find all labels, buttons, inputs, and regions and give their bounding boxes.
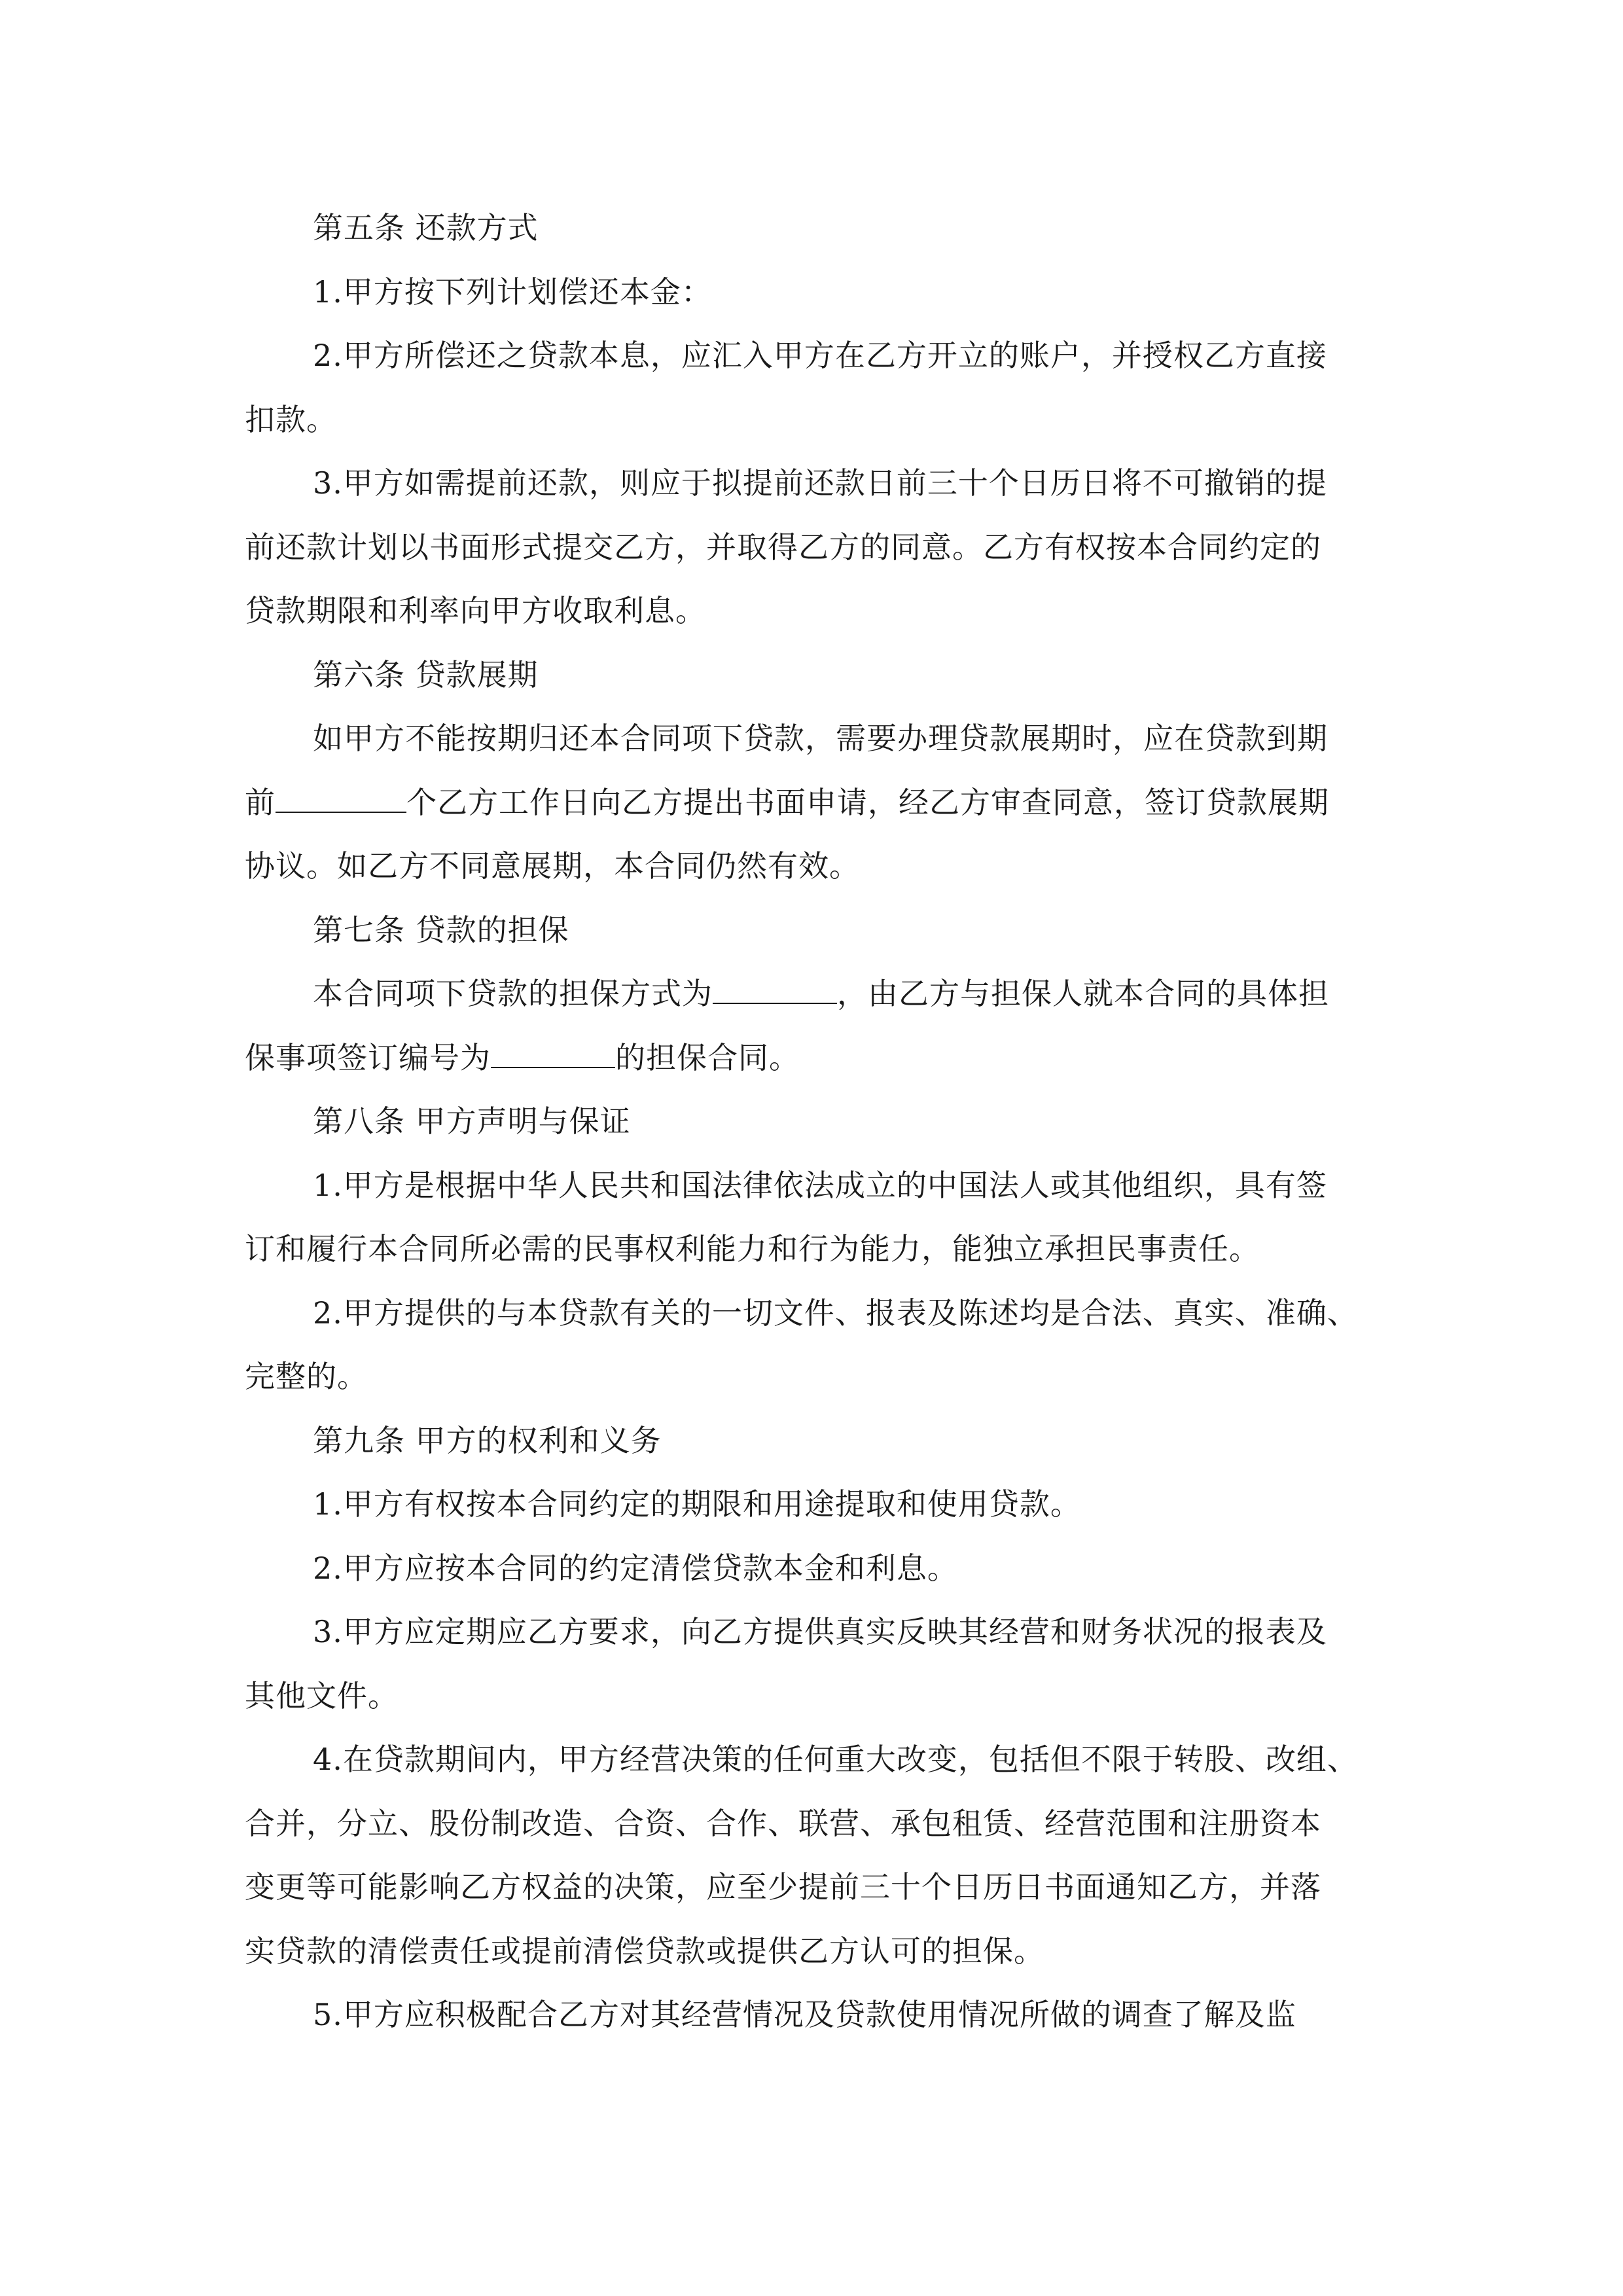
article-6-heading: 第六条 贷款展期 <box>313 656 539 692</box>
paragraph-line: 如甲方不能按期归还本合同项下贷款，需要办理贷款展期时，应在贷款到期 <box>313 721 1328 756</box>
paragraph-line: 3.甲方应定期应乙方要求，向乙方提供真实反映其经营和财务状况的报表及 <box>313 1614 1327 1649</box>
paragraph-line: 3.甲方如需提前还款，则应于拟提前还款日前三十个日历日将不可撤销的提 <box>313 465 1327 501</box>
article-9-heading: 第九条 甲方的权利和义务 <box>313 1422 662 1458</box>
paragraph-line: 保事项签订编号为 的担保合同。 <box>245 1039 800 1075</box>
paragraph-line: 5.甲方应积极配合乙方对其经营情况及贷款使用情况所做的调查了解及监 <box>313 1997 1296 2032</box>
document-body <box>245 196 1381 2047</box>
paragraph-line: 4.在贷款期间内，甲方经营决策的任何重大改变，包括但不限于转股、改组、 <box>313 1742 1358 1777</box>
paragraph-line: 贷款期限和利率向甲方收取利息。 <box>245 593 706 628</box>
article-5-heading: 第五条 还款方式 <box>313 210 539 245</box>
paragraph-line: 实贷款的清偿责任或提前清偿贷款或提供乙方认可的担保。 <box>245 1933 1044 1969</box>
article-8-heading: 第八条 甲方声明与保证 <box>313 1103 631 1139</box>
paragraph-line: 扣款。 <box>245 401 337 437</box>
paragraph-line: 2.甲方应按本合同的约定清偿贷款本金和利息。 <box>313 1550 958 1586</box>
paragraph-line: 其他文件。 <box>245 1677 399 1713</box>
fill-in-blank-guarantee-method[interactable] <box>713 977 837 1004</box>
paragraph-line: 1.甲方按下列计划偿还本金： <box>313 274 712 310</box>
paragraph-line: 合并，分立、股份制改造、合资、合作、联营、承包租赁、经营范围和注册资本 <box>245 1805 1321 1841</box>
paragraph-line: 完整的。 <box>245 1359 368 1394</box>
paragraph-line: 变更等可能影响乙方权益的决策，应至少提前三十个日历日书面通知乙方，并落 <box>245 1869 1321 1905</box>
paragraph-line: 本合同项下贷款的担保方式为 ，由乙方与担保人就本合同的具体担 <box>313 976 1329 1011</box>
fill-in-blank-contract-number[interactable] <box>491 1041 615 1068</box>
paragraph-line: 前 个乙方工作日向乙方提出书面申请，经乙方审查同意，签订贷款展期 <box>245 784 1329 820</box>
paragraph-line: 前还款计划以书面形式提交乙方，并取得乙方的同意。乙方有权按本合同约定的 <box>245 529 1321 565</box>
fill-in-blank-workdays[interactable] <box>276 785 406 813</box>
paragraph-line: 2.甲方所偿还之贷款本息，应汇入甲方在乙方开立的账户，并授权乙方直接 <box>313 338 1327 373</box>
article-7-heading: 第七条 贷款的担保 <box>313 912 569 948</box>
paragraph-line: 订和履行本合同所必需的民事权利能力和行为能力，能独立承担民事责任。 <box>245 1231 1260 1266</box>
paragraph-line: 协议。如乙方不同意展期，本合同仍然有效。 <box>245 848 860 884</box>
paragraph-line: 2.甲方提供的与本贷款有关的一切文件、报表及陈述均是合法、真实、准确、 <box>313 1295 1358 1331</box>
paragraph-line: 1.甲方是根据中华人民共和国法律依法成立的中国法人或其他组织，具有签 <box>313 1167 1327 1203</box>
paragraph-line: 1.甲方有权按本合同约定的期限和用途提取和使用贷款。 <box>313 1486 1081 1522</box>
